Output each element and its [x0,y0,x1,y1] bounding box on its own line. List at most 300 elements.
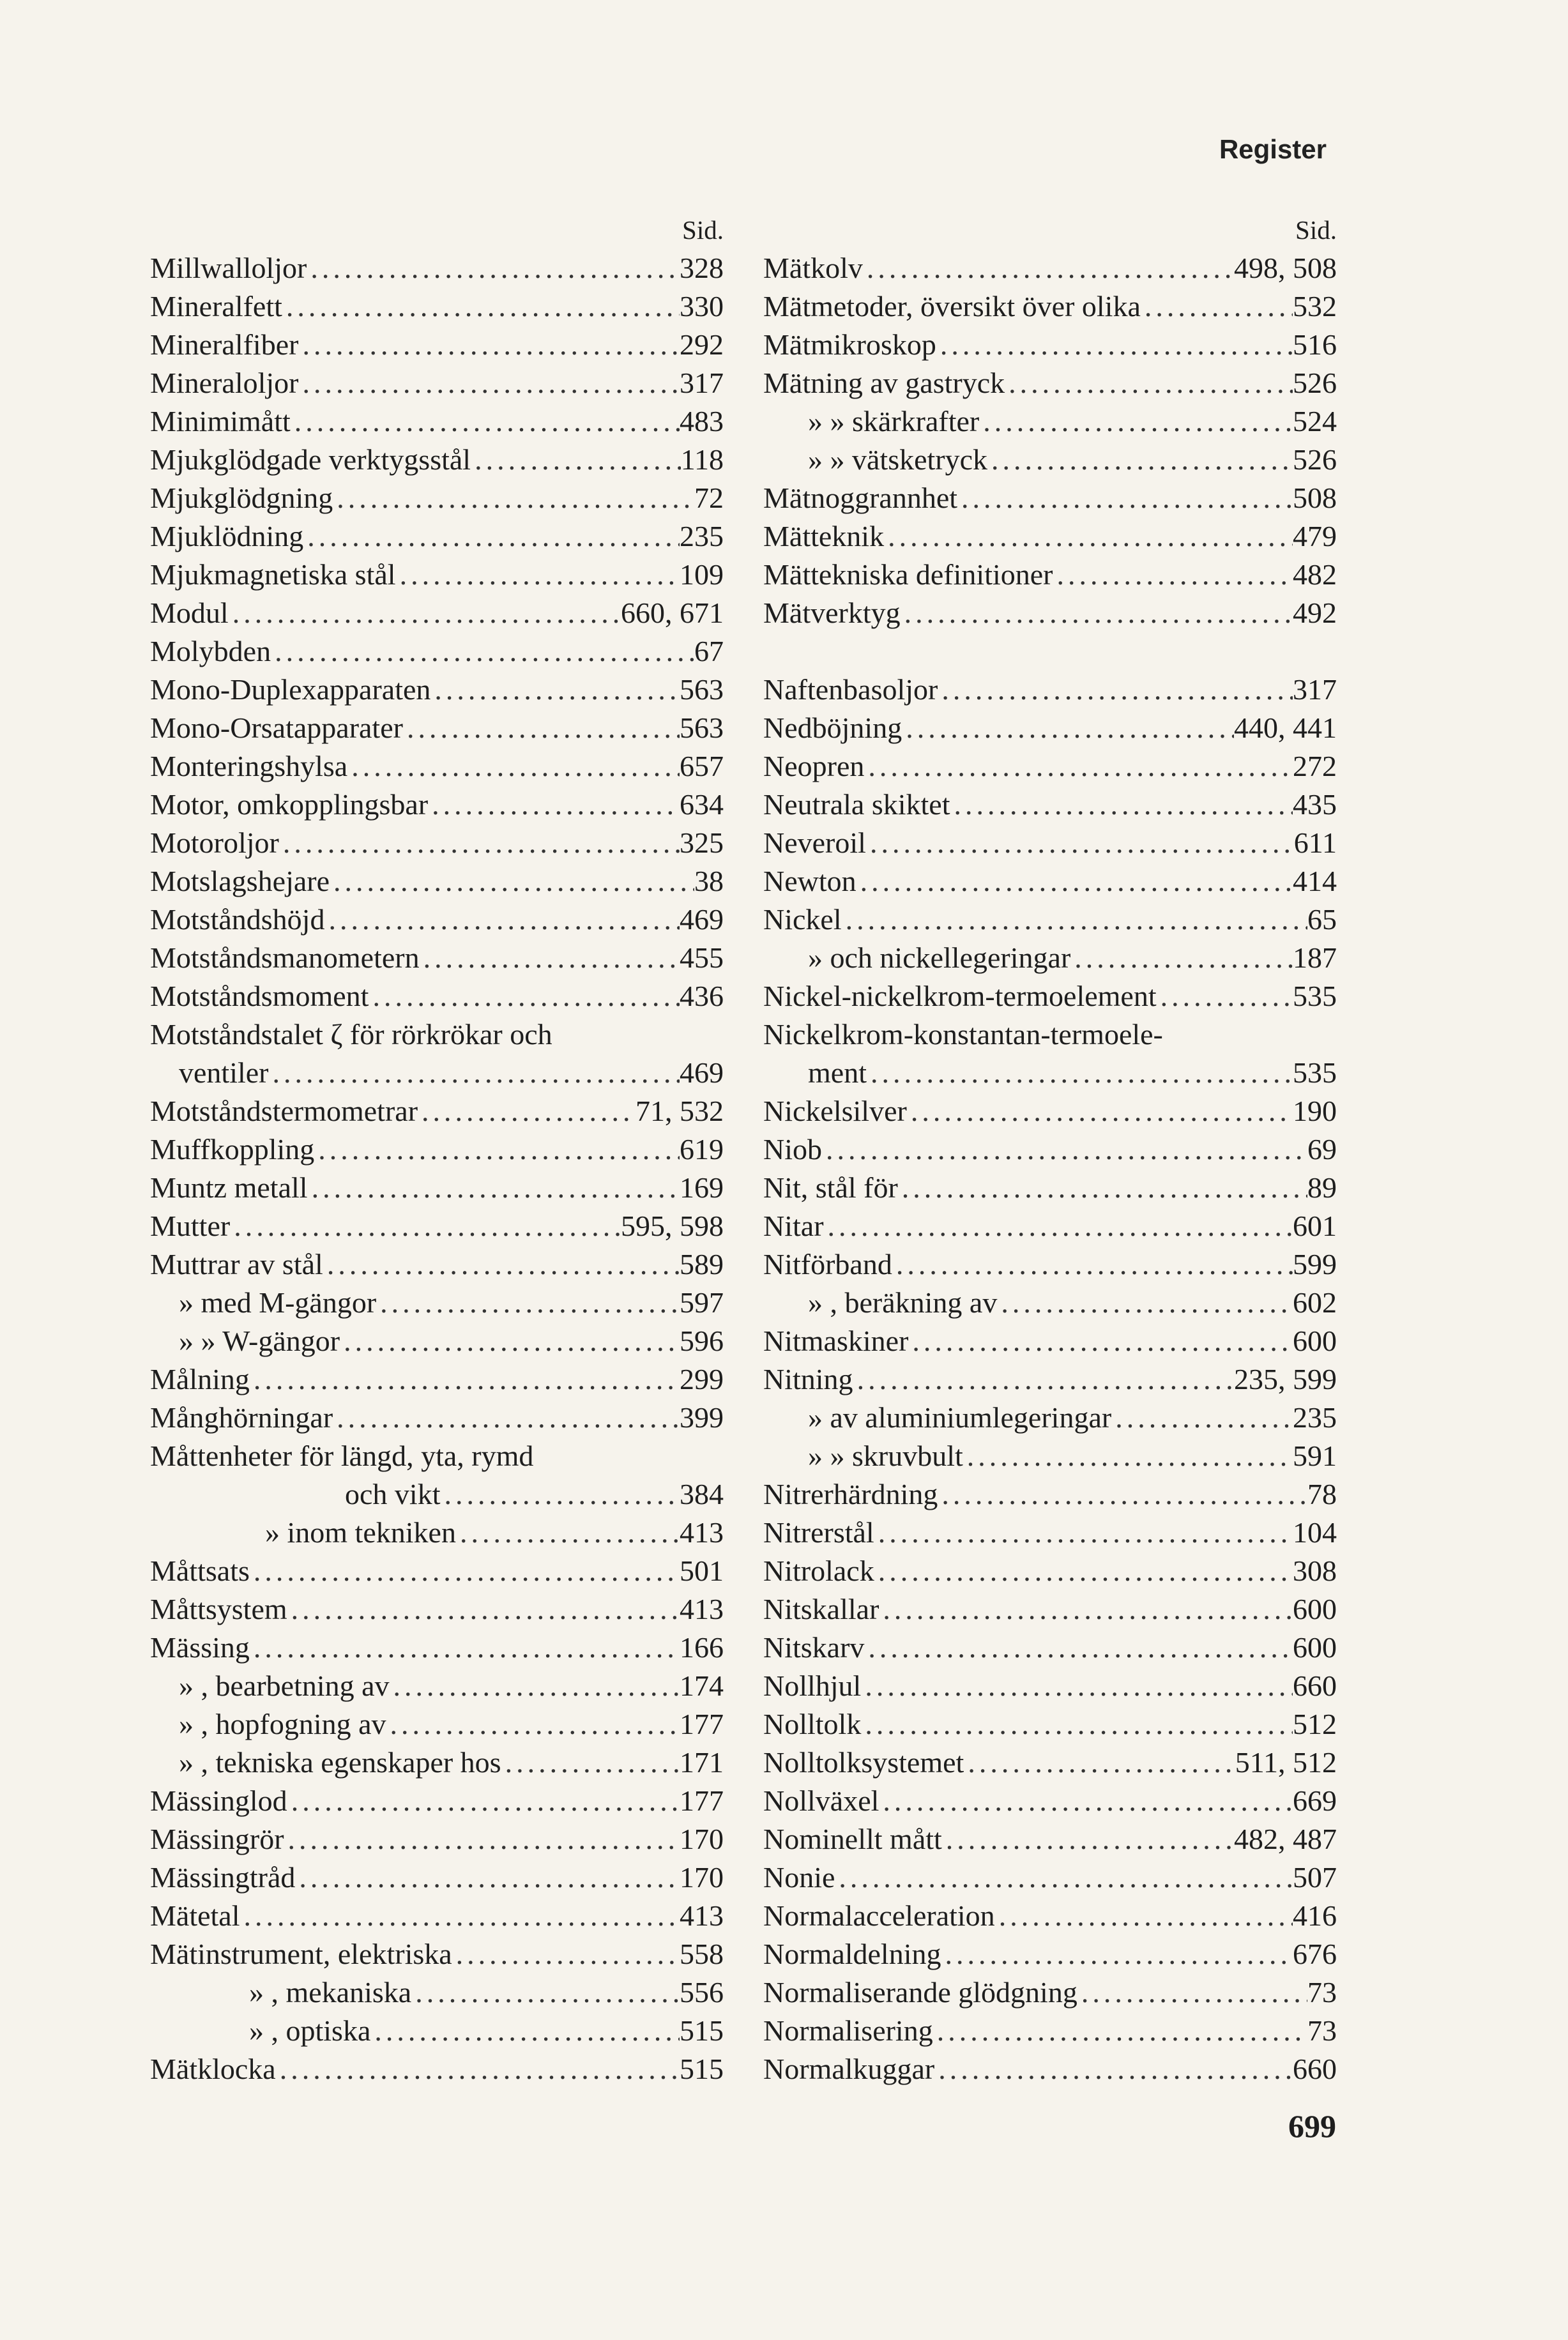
index-entry-term: Mjukglödgade verktygsstål [150,443,471,476]
index-entry-page: 556 [680,1976,724,2009]
index-entry-page: 170 [680,1823,724,1855]
dot-leader [340,1322,680,1360]
index-entry-term: Neopren [763,750,865,782]
index-entry [150,1054,724,1092]
index-entry-term: Mutter [150,1210,231,1242]
page-number: 699 [1288,2108,1336,2144]
index-entry-term: Mätetal [150,1899,240,1932]
dot-leader [370,2012,680,2050]
dot-leader [287,1590,680,1629]
index-entry-term: Nitrolack [763,1554,874,1587]
index-entry-term: ventiler [179,1056,269,1089]
index-entry-page: 399 [680,1401,724,1434]
index-entry [150,1590,724,1629]
index-entry-term: » och nickellegeringar [808,941,1071,974]
index-entry-term: Minimimått [150,405,291,437]
index-entry-page: 330 [680,290,724,323]
index-entry [763,1514,1337,1552]
index-entry-term: Mono-Orsatapparater [150,711,403,744]
index-entry-page: 170 [680,1861,724,1894]
index-entry-page: 187 [1293,941,1337,974]
index-entry-term: Neutrala skiktet [763,788,950,821]
index-entry-page: 109 [680,558,724,591]
index-entry-term: Nolltolk [763,1708,862,1740]
index-entry-term: » » W-gängor [179,1325,340,1357]
dot-leader [501,1744,680,1782]
index-entry-term: Modul [150,596,229,629]
index-entry-page: 190 [1293,1095,1337,1127]
dot-leader [307,249,680,287]
index-entry-page: 414 [1293,865,1337,897]
index-entry-term: » , beräkning av [808,1286,998,1319]
index-entry-page: 413 [680,1516,724,1549]
dot-leader [386,1705,680,1744]
dot-leader [822,1130,1307,1169]
dot-leader [908,1322,1293,1360]
index-entry-term: Nollväxel [763,1784,879,1817]
index-entry-term: Motståndsmoment [150,980,369,1012]
dot-leader [942,1820,1234,1858]
index-entry [763,479,1337,517]
dot-leader [861,1705,1293,1744]
index-entry [150,824,724,862]
sid-column-label: Sid. [682,215,724,245]
dot-leader [892,1245,1293,1284]
index-entry-page: 589 [680,1248,724,1280]
dot-leader [964,1744,1235,1782]
index-entry-term: Måttenheter för längd, yta, rymd [150,1440,534,1472]
dot-leader [303,517,680,556]
index-entry-term: Mono-Duplexapparaten [150,673,431,706]
index-entry [150,402,724,441]
index-entry [763,1590,1337,1629]
index-entry [763,709,1337,747]
dot-leader [1157,977,1293,1015]
index-entry-term: Normalkuggar [763,2053,935,2085]
dot-leader [420,939,680,977]
index-entry-page: 177 [680,1784,724,1817]
index-entry-term: Nolltolksystemet [763,1746,964,1779]
index-entry-page: 602 [1293,1286,1337,1319]
index-entry [150,671,724,709]
index-entry [763,1322,1337,1360]
index-entry-term: Motståndsmanometern [150,941,420,974]
index-entry-page: 524 [1293,405,1337,437]
index-entry-term: Newton [763,865,856,897]
dot-leader [403,709,680,747]
index-entry [150,1667,724,1705]
index-entry [150,747,724,786]
index-entry-term: Nominellt mått [763,1823,942,1855]
dot-leader [411,1973,680,2012]
index-entry-page: 501 [680,1554,724,1587]
index-entry-page: 292 [680,328,724,361]
index-entry-page: 511, 512 [1235,1746,1337,1779]
dot-leader [396,556,680,594]
dot-leader [282,287,680,326]
index-entry [763,594,1337,632]
dot-leader [333,479,694,517]
index-entry-term: Nickelkrom-konstantan-termoele- [763,1018,1163,1051]
index-entry-page: 597 [680,1286,724,1319]
index-entry-page: 483 [680,405,724,437]
index-entry [763,939,1337,977]
index-entry-page: 299 [680,1363,724,1395]
index-entry-term: Mineralfett [150,290,282,323]
index-entry [763,402,1337,441]
dot-leader [1005,364,1293,402]
dot-leader [250,1552,680,1590]
dot-leader [291,402,680,441]
index-entry-page: 435 [1293,788,1337,821]
index-entry-term: Nonie [763,1861,835,1894]
index-entry-page: 272 [1293,750,1337,782]
index-entry-page: 535 [1293,1056,1337,1089]
index-entry-page: 440, 441 [1234,711,1337,744]
index-entry [150,2050,724,2088]
index-entry [150,441,724,479]
dot-leader [452,1935,680,1973]
index-entry-term: Naftenbasoljor [763,673,938,706]
index-entry-page: 479 [1293,520,1337,552]
dot-leader [863,249,1234,287]
dot-leader [230,1207,621,1245]
index-entry-page: 384 [680,1478,724,1510]
dot-leader [938,1475,1307,1514]
dot-leader [934,2050,1293,2088]
index-entry-term: och vikt [345,1478,441,1510]
index-entry-page: 563 [680,673,724,706]
index-entry-term: Månghörningar [150,1401,333,1434]
index-entry [763,2050,1337,2088]
index-entry-term: Nickelsilver [763,1095,907,1127]
index-entry-term: Normaldelning [763,1938,941,1970]
dot-leader [874,1514,1293,1552]
index-entry [763,1130,1337,1169]
index-entry-term: Mineralfiber [150,328,299,361]
index-entry [763,364,1337,402]
index-entry [150,1207,724,1245]
index-entry-term: Mätverktyg [763,596,901,629]
index-entry-page: 676 [1293,1938,1337,1970]
index-entry [763,2012,1337,2050]
dot-leader [390,1667,680,1705]
dot-leader [428,786,680,824]
index-entry-page: 619 [680,1133,724,1166]
index-entry-page: 669 [1293,1784,1337,1817]
index-entry-page: 416 [1293,1899,1337,1932]
index-entry [150,1130,724,1169]
dot-leader [867,1054,1293,1092]
dot-leader [324,900,680,939]
index-entry-page: 660 [1293,1669,1337,1702]
index-entry [763,1437,1337,1475]
index-entry-page: 482, 487 [1234,1823,1337,1855]
dot-leader [879,1590,1293,1629]
index-entry-page: 78 [1307,1478,1337,1510]
index-entry-term: Nickel-nickelkrom-termoelement [763,980,1157,1012]
index-entry-page: 498, 508 [1234,252,1337,284]
index-entry-page: 413 [680,1899,724,1932]
index-entry-term: Mätklocka [150,2053,276,2085]
index-entry [150,939,724,977]
index-entry-term: Motoroljor [150,826,279,859]
index-entry-page: 515 [680,2053,724,2085]
index-entry-page: 166 [680,1631,724,1664]
index-entry [150,1360,724,1399]
index-entry-term: Nitmaskiner [763,1325,909,1357]
dot-leader [314,1130,680,1169]
index-entry-term: Mineraloljor [150,367,299,399]
dot-leader [1077,1973,1307,2012]
dot-leader [250,1629,680,1667]
index-entry-term: Muffkoppling [150,1133,315,1166]
dot-leader [298,326,680,364]
dot-leader [347,747,680,786]
index-entry-page: 436 [680,980,724,1012]
index-entry [763,1897,1337,1935]
index-entry [150,1092,724,1130]
index-entry-page: 72 [694,482,724,514]
dot-leader [250,1360,680,1399]
index-entry-term: Mässingrör [150,1823,284,1855]
index-entry-page: 512 [1293,1708,1337,1740]
index-entry [763,1667,1337,1705]
index-entry-page: 469 [680,1056,724,1089]
dot-leader [1053,556,1293,594]
index-entry-term: » , bearbetning av [179,1669,390,1702]
index-entry-term: Motståndstermometrar [150,1095,418,1127]
index-entry-term: Monteringshylsa [150,750,348,782]
index-entry [150,1514,724,1552]
index-entry-page: 235 [680,520,724,552]
dot-leader [902,709,1234,747]
index-entry [763,1820,1337,1858]
index-entry [763,900,1337,939]
index-entry-term: Motståndshöjd [150,903,325,936]
index-entry [763,1015,1337,1054]
index-entry [150,1858,724,1897]
dot-leader [471,441,681,479]
index-entry-page: 515 [680,2014,724,2047]
index-entry [763,1207,1337,1245]
index-entry-term: » , optiska [249,2014,371,2047]
dot-leader [287,1782,680,1820]
index-entry-page: 169 [680,1171,724,1204]
index-entry-page: 535 [1293,980,1337,1012]
index-entry [763,326,1337,364]
index-entry-page: 508 [1293,482,1337,514]
dot-leader [333,1399,680,1437]
index-entry-page: 118 [680,443,724,476]
index-entry-page: 67 [694,635,724,667]
index-entry-term: Mätinstrument, elektriska [150,1938,452,1970]
dot-leader [901,594,1293,632]
index-entry-term: Måttsats [150,1554,250,1587]
index-entry-term: Mjukmagnetiska stål [150,558,396,591]
dot-leader [299,364,680,402]
dot-leader [418,1092,636,1130]
section-gap [763,632,1337,671]
index-entry [150,1437,724,1475]
index-entry-page: 171 [680,1746,724,1779]
index-entry [763,1360,1337,1399]
dot-leader [987,441,1293,479]
dot-leader [879,1782,1293,1820]
index-entry [150,1169,724,1207]
index-entry-term: Millwalloljor [150,252,307,284]
index-entry-term: Mätning av gastryck [763,367,1005,399]
index-entry-term: Nollhjul [763,1669,862,1702]
index-entry-term: Motståndstalet ζ för rörkrökar och [150,1018,552,1051]
dot-leader [950,786,1293,824]
dot-leader [269,1054,680,1092]
index-entry [150,1744,724,1782]
dot-leader [1070,939,1293,977]
index-entry-page: 235 [1293,1401,1337,1434]
dot-leader [853,1360,1234,1399]
index-entry [150,1475,724,1514]
dot-leader [936,326,1293,364]
dot-leader [907,1092,1293,1130]
index-entry-page: 600 [1293,1325,1337,1357]
index-entry-page: 177 [680,1708,724,1740]
index-entry-term: Mjuklödning [150,520,304,552]
index-entry-page: 532 [1293,290,1337,323]
index-entry-term: Nitrerhärdning [763,1478,938,1510]
index-entry-page: 71, 532 [636,1095,724,1127]
dot-leader [938,671,1293,709]
index-entry [150,1245,724,1284]
dot-leader [835,1858,1293,1897]
index-entry [763,862,1337,900]
index-entry [763,1782,1337,1820]
dot-leader [861,1667,1293,1705]
index-entry [150,862,724,900]
dot-leader [240,1897,680,1935]
index-entry-term: Mätteknik [763,520,885,552]
index-entry [763,1245,1337,1284]
dot-leader [279,824,680,862]
index-entry [150,556,724,594]
index-entry-page: 308 [1293,1554,1337,1587]
index-entry [150,1820,724,1858]
index-entry-page: 526 [1293,367,1337,399]
index-entry-page: 413 [680,1593,724,1625]
index-entry-term: » , hopfogning av [179,1708,386,1740]
dot-leader [979,402,1293,441]
dot-leader [456,1514,680,1552]
index-entry-term: Neveroil [763,826,866,859]
index-entry-term: Målning [150,1363,250,1395]
index-entry [150,249,724,287]
index-entry-page: 325 [680,826,724,859]
index-entry-page: 600 [1293,1631,1337,1664]
index-entry-page: 482 [1293,558,1337,591]
index-entry-term: Normalacceleration [763,1899,995,1932]
index-entry-term: Nedböjning [763,711,902,744]
index-entry-term: Mässing [150,1631,250,1664]
index-entry-term: Niob [763,1133,822,1166]
index-entry-term: Nitning [763,1363,853,1395]
dot-leader [430,671,680,709]
index-entry-term: Muntz metall [150,1171,308,1204]
dot-leader [941,1935,1293,1973]
index-entry [763,1284,1337,1322]
index-entry-page: 507 [1293,1861,1337,1894]
index-entry-term: Nitrerstål [763,1516,874,1549]
index-entry-term: » » vätsketryck [808,443,988,476]
index-entry [763,1973,1337,2012]
index-entry-page: 69 [1307,1133,1337,1166]
index-entry-page: 469 [680,903,724,936]
index-entry-term: Nit, stål för [763,1171,898,1204]
dot-leader [376,1284,680,1322]
index-entry-page: 317 [680,367,724,399]
index-entry-page: 596 [680,1325,724,1357]
index-entry-page: 38 [694,865,724,897]
dot-leader [284,1820,680,1858]
index-entry [150,364,724,402]
index-entry-term: » , tekniska egenskaper hos [179,1746,501,1779]
dot-leader [276,2050,680,2088]
index-entry [150,786,724,824]
index-entry-term: Mätnoggrannhet [763,482,958,514]
index-entry [763,556,1337,594]
index-entry-term: Nitskallar [763,1593,879,1625]
running-header-title: Register [1219,134,1327,164]
index-entry-term: Motor, omkopplingsbar [150,788,429,821]
index-column-right [763,211,1337,2088]
index-entry-page: 526 [1293,443,1337,476]
index-entry-term: » med M-gängor [179,1286,377,1319]
index-entry-term: Mätkolv [763,252,863,284]
index-entry [763,1858,1337,1897]
dot-leader [330,862,694,900]
dot-leader [864,1629,1293,1667]
index-entry [763,287,1337,326]
index-entry [763,824,1337,862]
index-entry-page: 455 [680,941,724,974]
index-entry-term: Molybden [150,635,271,667]
sid-column-label: Sid. [1295,215,1337,245]
index-entry [763,1475,1337,1514]
index-entry [150,1935,724,1973]
index-entry [150,632,724,671]
dot-leader [864,747,1293,786]
index-entry [763,249,1337,287]
index-entry-page: 558 [680,1938,724,1970]
index-entry [763,1744,1337,1782]
index-entry-page: 595, 598 [621,1210,724,1242]
index-entry [763,1169,1337,1207]
index-entry-term: Mässingtråd [150,1861,296,1894]
index-entry-page: 317 [1293,673,1337,706]
dot-leader [323,1245,680,1284]
dot-leader [933,2012,1307,2050]
dot-leader [997,1284,1293,1322]
index-entry [763,1552,1337,1590]
index-entry-page: 600 [1293,1593,1337,1625]
dot-leader [874,1552,1293,1590]
index-entry [763,1935,1337,1973]
index-entry-term: Normaliserande glödgning [763,1976,1077,2009]
dot-leader [440,1475,680,1514]
index-entry [150,517,724,556]
index-entry-term: Nitförband [763,1248,892,1280]
dot-leader [856,862,1293,900]
index-entry-term: Mässinglod [150,1784,287,1817]
